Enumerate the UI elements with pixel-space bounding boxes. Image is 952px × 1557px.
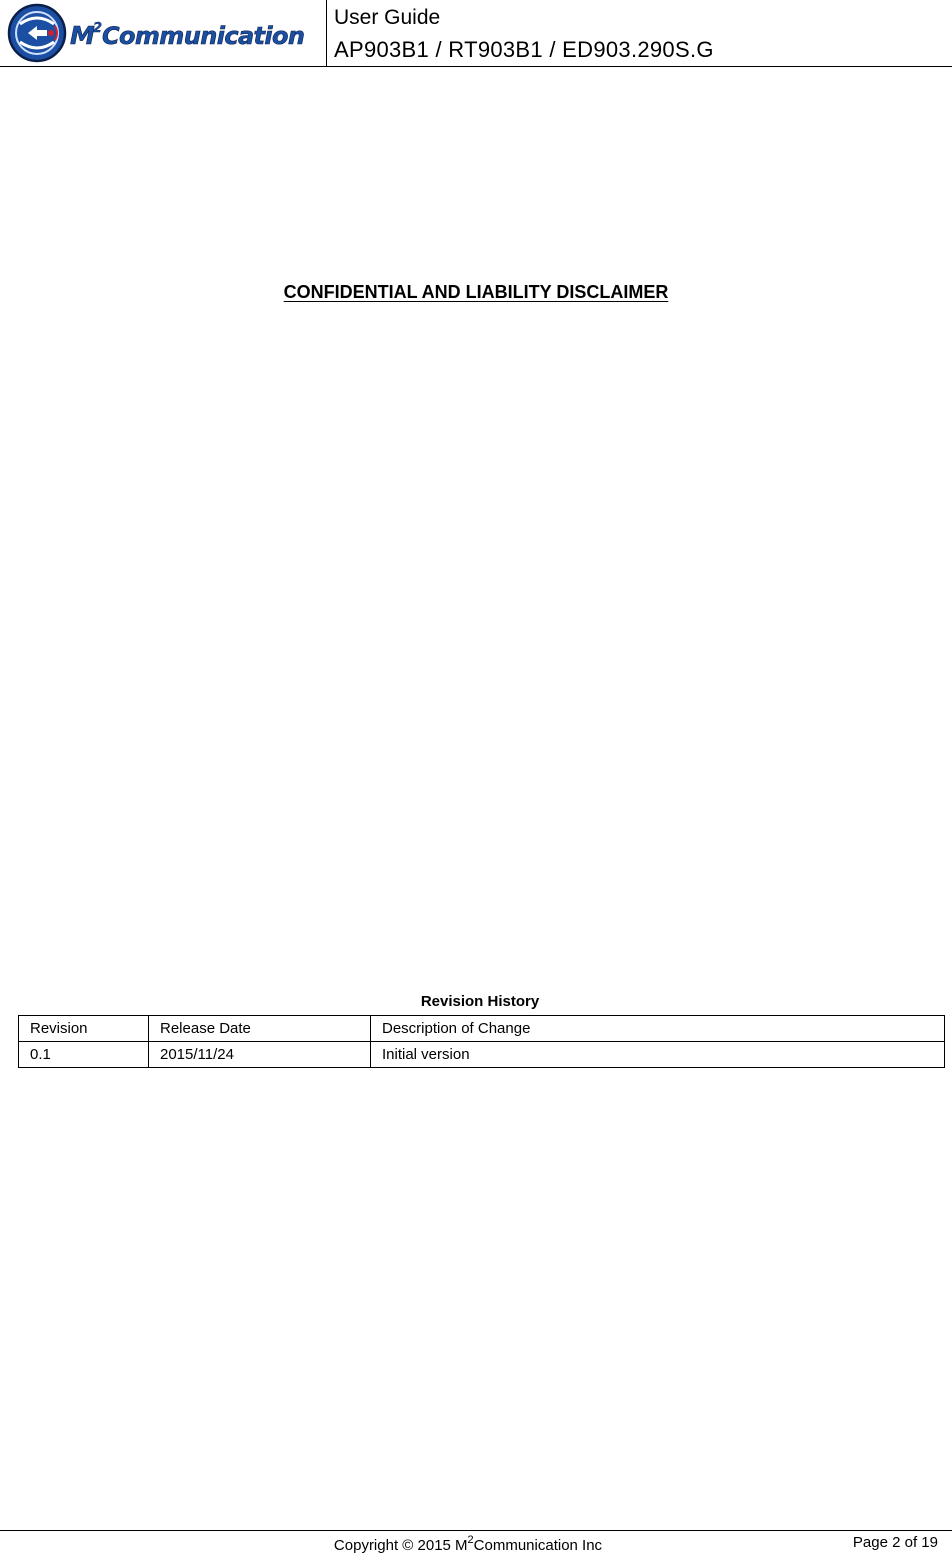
page-number: Page 2 of 19 <box>852 1534 938 1551</box>
document-type: User Guide <box>334 6 441 29</box>
cell-release-date: 2015/11/24 <box>149 1042 371 1068</box>
copyright-prefix: Copyright © 2015 M <box>333 1537 468 1554</box>
company-logo <box>6 2 324 64</box>
copyright-notice <box>0 1534 936 1555</box>
revision-history-table <box>18 1015 945 1068</box>
cell-description: Initial version <box>371 1042 945 1068</box>
model-numbers: AP903B1 / RT903B1 / ED903.290S.G <box>334 37 714 62</box>
footer-rule <box>0 1530 952 1531</box>
table-row <box>19 1042 945 1068</box>
column-header-description: Description of Change <box>371 1016 945 1042</box>
disclaimer-heading: CONFIDENTIAL AND LIABILITY DISCLAIMER <box>283 282 669 302</box>
svg-text:Communication: Communication <box>102 22 305 50</box>
logo-emblem-icon <box>9 5 65 61</box>
table-header-row <box>19 1016 945 1042</box>
header-divider <box>326 0 327 66</box>
svg-text:2: 2 <box>93 21 103 36</box>
column-header-release-date: Release Date <box>149 1016 371 1042</box>
revision-history-title: Revision History <box>420 993 540 1010</box>
svg-text:M: M <box>70 21 95 50</box>
page-header <box>0 0 952 67</box>
copyright-suffix: Communication Inc <box>473 1537 603 1554</box>
column-header-revision: Revision <box>19 1016 149 1042</box>
disclaimer-heading-block <box>0 281 952 303</box>
copyright-superscript: 2 <box>467 1534 474 1546</box>
cell-revision: 0.1 <box>19 1042 149 1068</box>
